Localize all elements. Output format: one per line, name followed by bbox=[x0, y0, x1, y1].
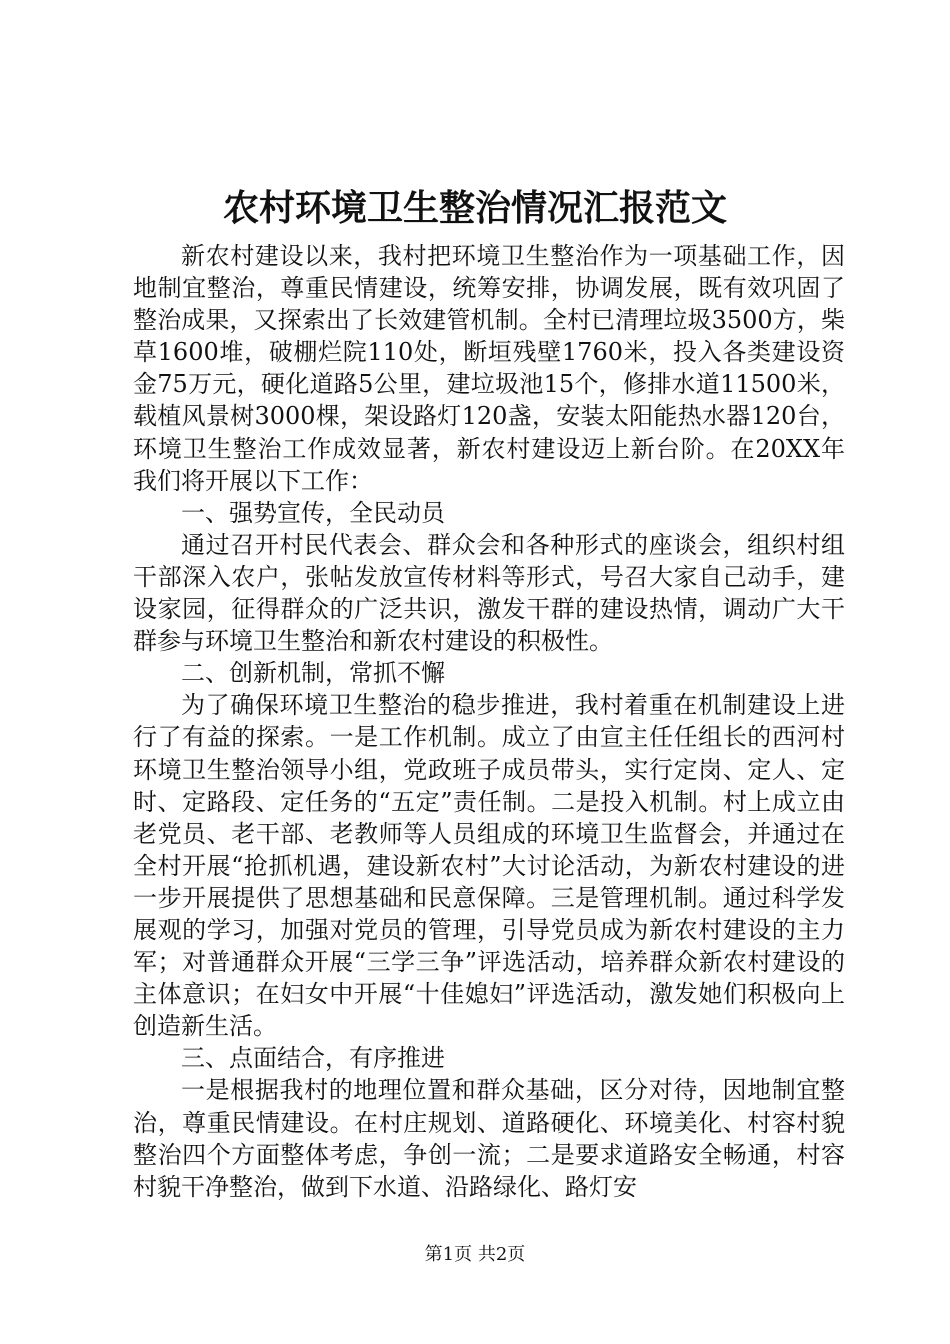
page-number-footer: 第1页 共2页 bbox=[424, 1244, 526, 1265]
document-title: 农村环境卫生整治情况汇报范文 bbox=[222, 187, 727, 229]
section-paragraph-1: 通过召开村民代表会、群众会和各种形式的座谈会，组织村组干部深入农户，张帖发放宣传材料等形式，号召大家自己动手，建设家园，征得群众的广泛共识，激发干群的建设热情，调动广大干群参与环境卫生整治和新农村建设的积极性。 bbox=[133, 530, 845, 656]
document-body bbox=[133, 240, 845, 1203]
intro-paragraph: 新农村建设以来，我村把环境卫生整治作为一项基础工作，因地制宜整治，尊重民情建设，统筹安排，协调发展，既有效巩固了整治成果，又探索出了长效建管机制。全村已清理垃圾3500方，柴草1600堆，破棚烂院110处，断垣残壁1760米，投入各类建设资金75万元，硬化道路5公里，建垃圾池15个，修排水道11500米，载植风景树3000棵，架设路灯120盏，安装太阳能热水器120台，环境卫生整治工作成效显著，新农村建设迈上新台阶。在20XX年我们将开展以下工作： bbox=[133, 242, 845, 495]
section-heading-1: 一、强势宣传，全民动员 bbox=[181, 498, 445, 527]
section-paragraph-3: 一是根据我村的地理位置和群众基础，区分对待，因地制宜整治，尊重民情建设。在村庄规划、道路硬化、环境美化、村容村貌整治四个方面整体考虑，争创一流；二是要求道路安全畅通，村容村貌干净整治，做到下水道、沿路绿化、路灯安 bbox=[133, 1076, 845, 1201]
section-paragraph-2: 为了确保环境卫生整治的稳步推进，我村着重在机制建设上进行了有益的探索。一是工作机制。成立了由宣主任任组长的西河村环境卫生整治领导小组，党政班子成员带头，实行定岗、定人、定时、定路段、定任务的“五定”责任制。二是投入机制。村上成立由老党员、老干部、老教师等人员组成的环境卫生监督会，并通过在全村开展“抢抓机遇，建设新农村”大讨论活动，为新农村建设的进一步开展提供了思想基础和民意保障。三是管理机制。通过科学发展观的学习，加强对党员的管理，引导党员成为新农村建设的主力军；对普通群众开展“三学三争”评选活动，培养群众新农村建设的主体意识；在妇女中开展“十佳媳妇”评选活动，激发她们积极向上创造新生活。 bbox=[133, 691, 845, 1041]
section-heading-3: 三、点面结合，有序推进 bbox=[181, 1044, 445, 1073]
section-heading-2: 二、创新机制，常抓不懈 bbox=[181, 659, 445, 688]
